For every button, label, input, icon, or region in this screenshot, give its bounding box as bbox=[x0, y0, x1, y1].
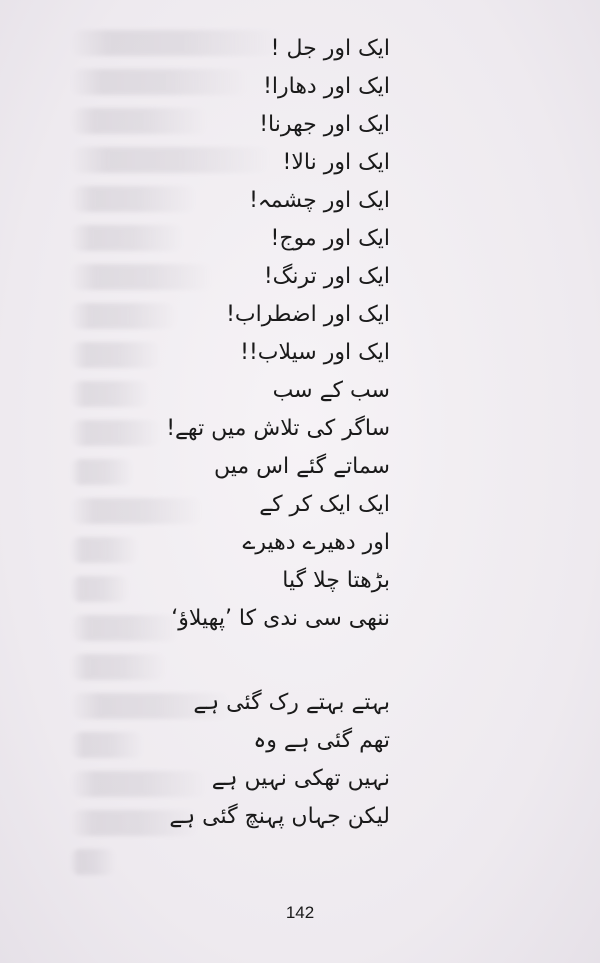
poem-line: ننھی سی ندی کا ’پھیلاؤ‘ bbox=[171, 606, 390, 631]
poem-line: اور دھیرے دھیرے bbox=[242, 530, 390, 555]
poem-line: ایک اور دھارا! bbox=[263, 74, 390, 99]
poem-line: ایک اور سیلاب!! bbox=[240, 340, 390, 365]
poem-line: ساگر کی تلاش میں تھے! bbox=[166, 416, 390, 441]
poem-line: ایک اور جل ! bbox=[270, 36, 390, 61]
poem-line: سماتے گئے اس میں bbox=[214, 454, 390, 479]
poem-line: تھم گئی ہے وہ bbox=[253, 728, 390, 753]
poem-line: بڑھتا چلا گیا bbox=[282, 568, 390, 593]
poem-line: سب کے سب bbox=[272, 378, 390, 403]
poem-line: ایک اور اضطراب! bbox=[226, 302, 390, 327]
poem-line: ایک اور جھرنا! bbox=[259, 112, 390, 137]
poem-line: ایک اور نالا! bbox=[282, 150, 390, 175]
poem-line: ایک ایک کر کے bbox=[259, 492, 390, 517]
poem bbox=[166, 30, 390, 836]
stanza-gap bbox=[290, 638, 390, 684]
poem-line: ایک اور چشمہ! bbox=[249, 188, 390, 213]
page-number: 142 bbox=[285, 903, 315, 922]
poem-line: بہتے بہتے رک گئی ہے bbox=[193, 690, 390, 715]
poem-line: نہیں تھکی نہیں ہے bbox=[211, 766, 390, 791]
poem-line: ایک اور موج! bbox=[270, 226, 390, 251]
poem-line: ایک اور ترنگ! bbox=[263, 264, 390, 289]
poem-line: لیکن جہاں پہنچ گئی ہے bbox=[169, 804, 390, 829]
